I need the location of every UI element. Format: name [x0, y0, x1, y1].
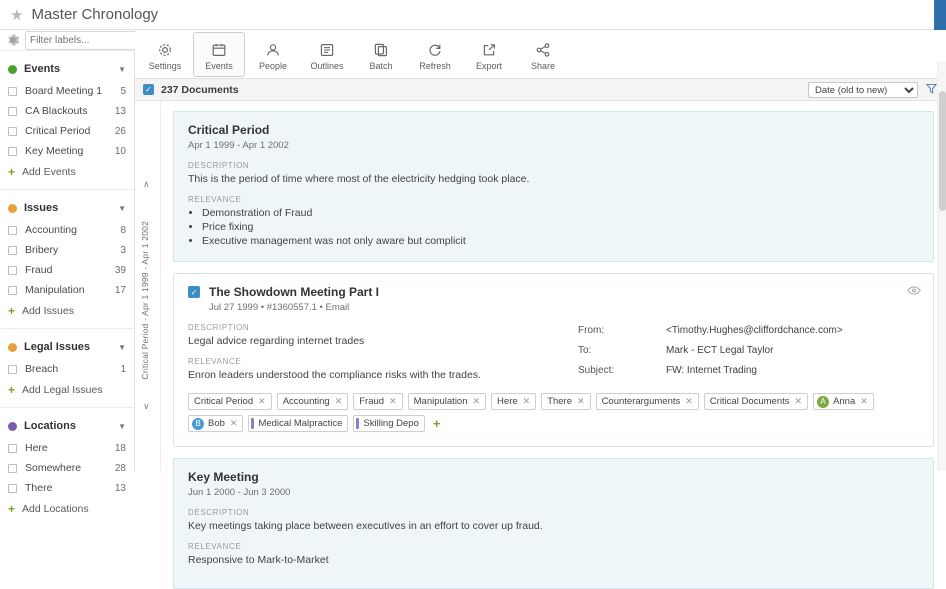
close-icon[interactable]: ✕	[577, 396, 585, 406]
tag-label: There	[547, 396, 573, 407]
checkbox[interactable]	[8, 484, 17, 493]
documents-header	[135, 79, 946, 101]
close-icon[interactable]: ✕	[472, 396, 481, 406]
item-label: Breach	[25, 363, 59, 375]
gear-icon	[157, 38, 173, 58]
relevance-text: Responsive to Mark-to-Market	[188, 554, 329, 566]
checkbox[interactable]	[8, 107, 17, 116]
chevron-down-icon[interactable]: ▼	[118, 64, 126, 74]
chevron-down-icon[interactable]: ▼	[118, 203, 126, 213]
close-icon[interactable]: ✕	[258, 396, 266, 406]
sidebar-group-locations	[0, 408, 134, 520]
copy-icon	[373, 38, 389, 58]
window-accent-bar	[934, 0, 946, 30]
toolbar-button-events[interactable]	[193, 32, 245, 77]
tag-label: Critical Period	[194, 396, 254, 407]
star-icon[interactable]: ★	[10, 6, 24, 24]
refresh-icon	[427, 38, 443, 58]
toolbar-button-share[interactable]	[517, 32, 569, 77]
item-label: Critical Period	[25, 125, 91, 137]
close-icon[interactable]: ✕	[860, 396, 868, 406]
tag-chip[interactable]	[491, 393, 536, 410]
metadata-row	[578, 325, 919, 336]
sidebar-item-bribery[interactable]	[0, 240, 134, 260]
item-count: 5	[120, 85, 126, 97]
add-issues-button[interactable]	[0, 300, 134, 322]
tag-chip[interactable]	[353, 393, 402, 410]
item-count: 39	[114, 264, 126, 276]
item-label: Here	[25, 442, 48, 454]
plus-icon: +	[8, 502, 16, 516]
sidebar-item-ca-blackouts[interactable]	[0, 101, 134, 121]
person-chip-anna[interactable]	[813, 393, 874, 410]
card-inner	[174, 459, 933, 588]
toolbar-label: Settings	[148, 60, 182, 71]
group-color-dot	[8, 204, 17, 213]
toolbar-button-settings[interactable]	[139, 32, 191, 77]
tag-label: Here	[497, 396, 518, 407]
checkbox[interactable]	[8, 365, 17, 374]
group-title: Issues	[24, 202, 59, 214]
toolbar-label: Outlines	[310, 60, 344, 71]
chevron-up-icon[interactable]: ∧	[143, 179, 150, 189]
toolbar-label: Refresh	[419, 60, 451, 71]
checkbox[interactable]	[8, 464, 17, 473]
metadata-key: To:	[578, 345, 592, 356]
tag-chip[interactable]	[408, 393, 486, 410]
sidebar-item-fraud[interactable]	[0, 260, 134, 280]
sidebar	[0, 30, 135, 516]
tag-chip[interactable]	[188, 393, 272, 410]
chevron-down-icon[interactable]: ▼	[118, 342, 126, 352]
checkbox[interactable]	[8, 286, 17, 295]
item-count: 1	[120, 363, 126, 375]
close-icon[interactable]: ✕	[685, 396, 693, 406]
plus-icon: +	[8, 165, 16, 179]
relevance-label: RELEVANCE	[188, 195, 242, 204]
metadata-key: Subject:	[578, 365, 615, 376]
toolbar-label: Events	[205, 60, 233, 71]
document-body	[188, 323, 919, 391]
item-label: There	[25, 482, 53, 494]
main-panel	[135, 30, 946, 566]
description-text: Legal advice regarding internet trades	[188, 335, 365, 347]
relevance-label: RELEVANCE	[188, 542, 242, 551]
sidebar-item-manipulation[interactable]	[0, 280, 134, 300]
card-inner	[174, 274, 933, 446]
tag-label: Skilling Depo	[363, 418, 419, 429]
metadata-value: Mark - ECT Legal Taylor	[666, 345, 774, 356]
document-header	[188, 285, 919, 323]
sidebar-item-key-meeting[interactable]	[0, 141, 134, 161]
tag-label: Manipulation	[413, 396, 468, 407]
tag-label: Anna	[833, 396, 856, 407]
toolbar-button-export[interactable]	[463, 32, 515, 77]
sidebar-item-somewhere[interactable]	[0, 458, 134, 478]
sidebar-group-header[interactable]	[0, 57, 134, 81]
checkbox[interactable]	[8, 87, 17, 96]
vertical-scrollbar[interactable]	[937, 61, 946, 471]
content-area	[135, 101, 946, 566]
plus-icon: +	[8, 304, 16, 318]
sidebar-filter-bar	[0, 30, 134, 51]
group-title: Locations	[24, 420, 76, 432]
avatar: A	[817, 396, 829, 408]
export-icon	[481, 38, 497, 58]
page-title: Master Chronology	[31, 6, 159, 23]
toolbar-label: Export	[475, 60, 502, 71]
close-icon[interactable]: ✕	[389, 396, 397, 406]
add-locations-button[interactable]	[0, 498, 134, 520]
close-icon[interactable]: ✕	[522, 396, 531, 406]
add-label: Add Events	[22, 166, 76, 178]
sidebar-item-breach[interactable]	[0, 359, 134, 379]
sidebar-group-issues	[0, 190, 134, 329]
sidebar-group-header[interactable]	[0, 196, 134, 220]
document-card-showdown-meeting[interactable]	[173, 273, 934, 447]
add-label: Add Locations	[22, 503, 89, 515]
chevron-down-icon[interactable]: ▼	[118, 421, 126, 431]
group-title: Events	[24, 63, 61, 75]
tag-chip[interactable]	[704, 393, 808, 410]
close-icon[interactable]: ✕	[334, 396, 343, 406]
item-count: 3	[120, 244, 126, 256]
documents-count-label: 237 Documents	[161, 83, 239, 96]
toolbar-label: Share	[530, 60, 556, 71]
sidebar-item-here[interactable]	[0, 438, 134, 458]
description-label: DESCRIPTION	[188, 508, 250, 517]
card-meta-line: Jul 27 1999 • #1360557.1 • Email	[209, 302, 350, 313]
tag-chip-skilling-depo[interactable]	[353, 415, 424, 432]
body-split	[0, 30, 946, 566]
description-text: This is the period of time where most of the electricity hedging took place.	[188, 173, 530, 185]
event-card-critical-period[interactable]	[173, 111, 934, 262]
checkbox[interactable]	[8, 246, 17, 255]
relevance-bullets	[202, 207, 919, 247]
tag-label: Accounting	[282, 396, 330, 407]
share-icon	[535, 38, 551, 58]
item-label: Accounting	[25, 224, 77, 236]
relevance-label: RELEVANCE	[188, 357, 242, 366]
tag-label: Critical Documents	[709, 396, 790, 407]
timeline-rail	[135, 101, 161, 471]
scrollbar-thumb[interactable]	[939, 91, 946, 211]
toolbar-button-outlines[interactable]	[301, 32, 353, 77]
title-bar	[0, 0, 946, 30]
sort-control	[808, 82, 918, 98]
tag-label: Counterarguments	[601, 396, 681, 407]
toolbar-button-batch[interactable]	[355, 32, 407, 77]
metadata-value: FW: Internet Trading	[666, 365, 757, 376]
tag-label: Medical Malpractice	[258, 418, 343, 429]
timeline-rail-label: Critical Period - Apr 1 1999 - Apr 1 2002	[140, 221, 150, 380]
group-color-dot	[8, 422, 17, 431]
group-color-dot	[8, 343, 17, 352]
plus-icon: +	[8, 383, 16, 397]
group-title: Legal Issues	[24, 341, 91, 353]
tag-label: Fraud	[359, 396, 385, 407]
add-label: Add Legal Issues	[22, 384, 103, 396]
eye-icon[interactable]	[907, 285, 921, 299]
person-chip-bob[interactable]	[188, 415, 243, 432]
list-item: • Executive management was not only aware but complicit	[202, 235, 919, 247]
checkbox[interactable]	[8, 266, 17, 275]
tag-chip[interactable]	[277, 393, 349, 410]
checkbox[interactable]	[8, 147, 17, 156]
toolbar-button-people[interactable]	[247, 32, 299, 77]
metadata-key: From:	[578, 325, 605, 336]
add-tag-button[interactable]: +	[432, 416, 441, 431]
avatar: B	[192, 418, 204, 430]
card-title: Critical Period	[188, 123, 270, 137]
close-icon[interactable]: ✕	[794, 396, 803, 406]
item-count: 13	[114, 105, 126, 117]
tag-row	[188, 391, 919, 434]
sidebar-group-header[interactable]	[0, 335, 134, 359]
close-icon[interactable]: ✕	[229, 418, 238, 428]
description-label: DESCRIPTION	[188, 323, 250, 332]
sidebar-item-board-meeting-1[interactable]	[0, 81, 134, 101]
description-label: DESCRIPTION	[188, 161, 250, 170]
item-count: 17	[114, 284, 126, 296]
list-item: • Demonstration of Fraud	[202, 207, 919, 219]
item-label: Manipulation	[25, 284, 85, 296]
toolbar-button-refresh[interactable]	[409, 32, 461, 77]
toolbar	[135, 30, 946, 79]
group-color-dot	[8, 65, 17, 74]
list-item: • Price fixing	[202, 221, 919, 233]
gear-icon[interactable]	[6, 30, 20, 50]
item-count: 13	[114, 482, 126, 494]
tag-chip[interactable]	[596, 393, 699, 410]
item-count: 28	[114, 462, 126, 474]
item-label: Fraud	[25, 264, 53, 276]
sidebar-groups	[0, 51, 134, 520]
metadata-row	[578, 345, 919, 356]
metadata-value: <Timothy.Hughes@cliffordchance.com>	[666, 325, 843, 336]
tag-chip-medical-malpractice[interactable]	[248, 415, 348, 432]
checkbox[interactable]	[8, 444, 17, 453]
checkbox[interactable]	[8, 127, 17, 136]
item-count: 10	[114, 145, 126, 157]
item-label: Key Meeting	[25, 145, 84, 157]
calendar-icon	[211, 38, 227, 58]
add-label: Add Issues	[22, 305, 74, 317]
card-title: The Showdown Meeting Part I	[209, 285, 380, 299]
sort-select[interactable]	[808, 82, 918, 98]
document-metadata	[578, 323, 919, 391]
relevance-text: Enron leaders understood the compliance risks with the trades.	[188, 369, 481, 381]
sidebar-item-there[interactable]	[0, 478, 134, 498]
tag-chip[interactable]	[541, 393, 590, 410]
metadata-row	[578, 365, 919, 376]
checkbox[interactable]	[8, 226, 17, 235]
description-text: Key meetings taking place between executives in an effort to cover up fraud.	[188, 520, 543, 532]
document-checkbox[interactable]: ✓	[188, 286, 200, 298]
cards-list	[161, 101, 946, 566]
add-events-button[interactable]	[0, 161, 134, 183]
card-title: Key Meeting	[188, 470, 259, 484]
item-count: 8	[120, 224, 126, 236]
sidebar-group-events	[0, 51, 134, 190]
tag-label: Bob	[208, 418, 225, 429]
item-count: 18	[114, 442, 126, 454]
sidebar-group-legal-issues	[0, 329, 134, 408]
select-all-checkbox[interactable]: ✓	[143, 84, 154, 95]
item-label: Bribery	[25, 244, 59, 256]
card-inner	[174, 112, 933, 261]
sidebar-item-critical-period[interactable]	[0, 121, 134, 141]
event-card-key-meeting[interactable]	[173, 458, 934, 589]
outline-icon	[319, 38, 335, 58]
person-icon	[265, 38, 281, 58]
chevron-down-icon[interactable]: ∨	[143, 401, 150, 411]
card-date-range: Apr 1 1999 - Apr 1 2002	[188, 140, 289, 151]
sidebar-item-accounting[interactable]	[0, 220, 134, 240]
document-summary	[188, 323, 578, 391]
item-label: Somewhere	[25, 462, 82, 474]
item-label: Board Meeting 1	[25, 85, 103, 97]
sidebar-group-header[interactable]	[0, 414, 134, 438]
card-date-range: Jun 1 2000 - Jun 3 2000	[188, 487, 291, 498]
toolbar-label: People	[258, 60, 288, 71]
item-label: CA Blackouts	[25, 105, 88, 117]
item-count: 26	[114, 125, 126, 137]
add-legal-issues-button[interactable]	[0, 379, 134, 401]
toolbar-label: Batch	[369, 60, 393, 71]
